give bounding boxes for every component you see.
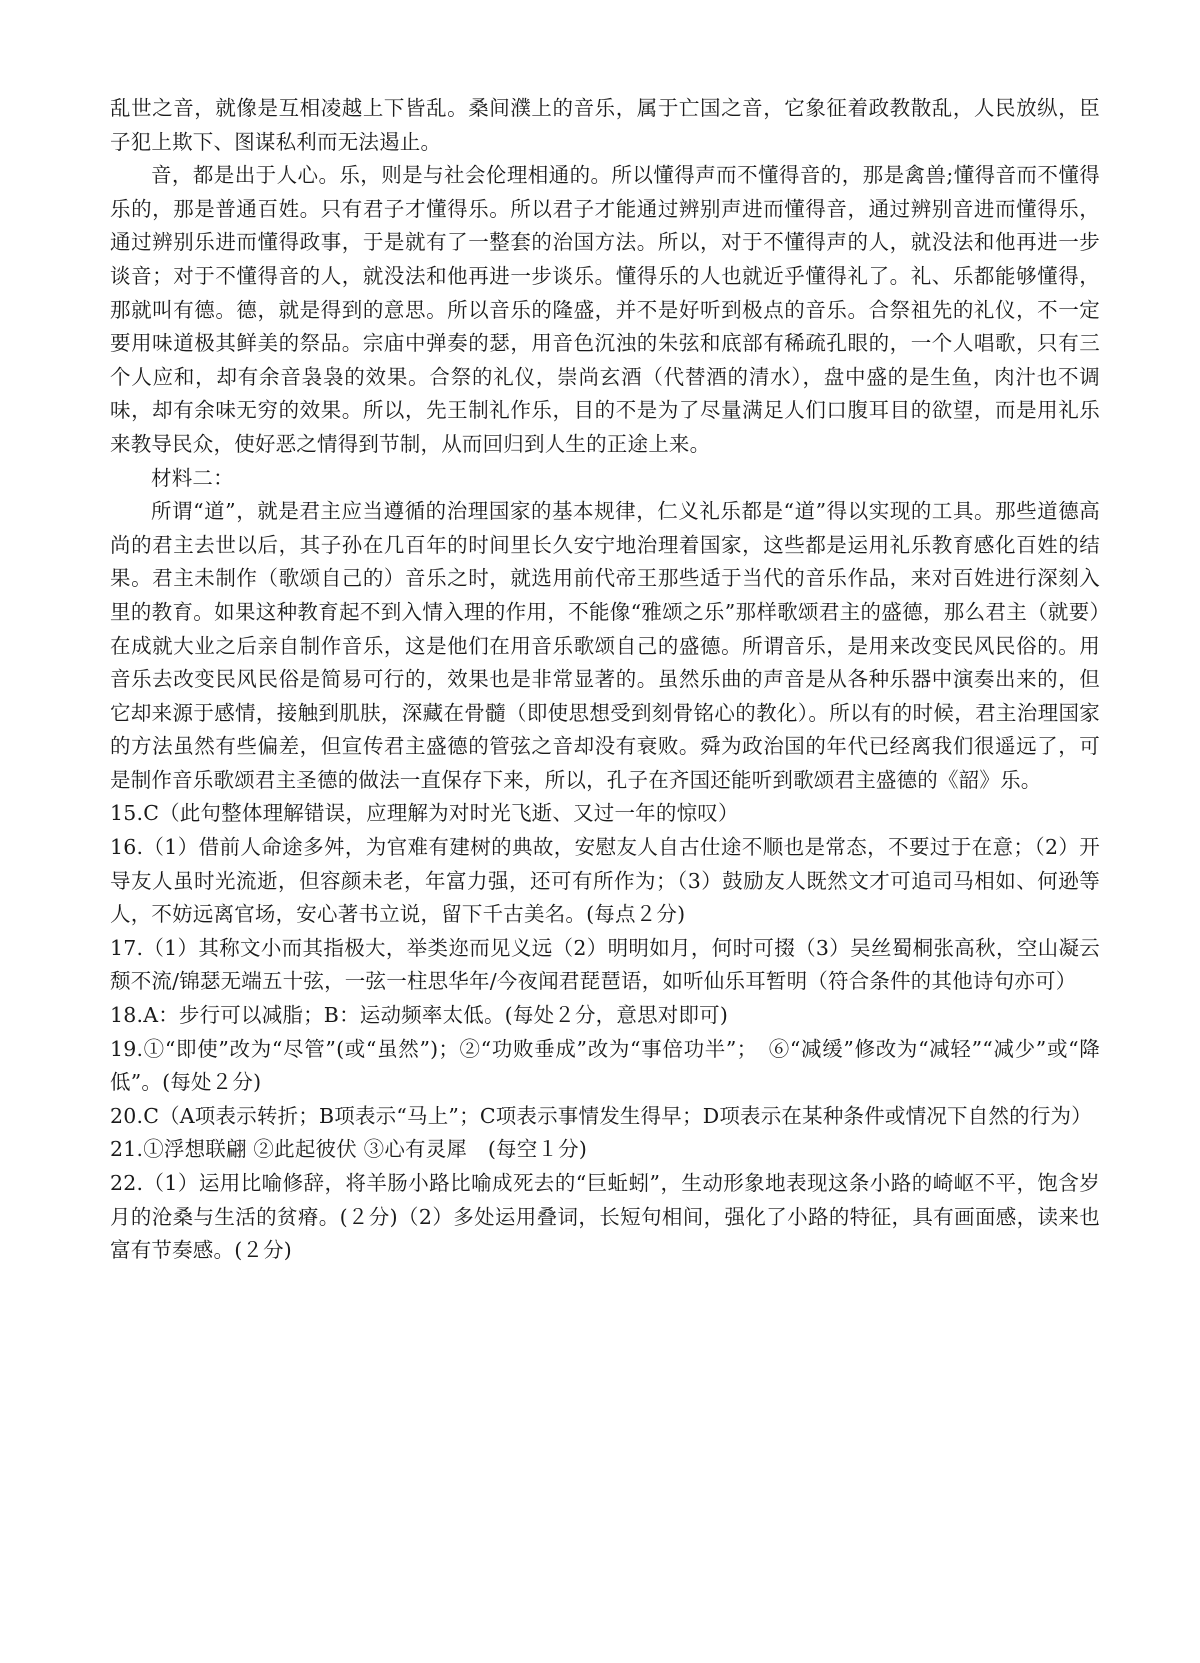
answer-20: 20.C（A项表示转折；B项表示“马上”；C项表示事情发生得早；D项表示在某种条件或情况下自然的行为） xyxy=(110,1103,1092,1128)
paragraph-music-and-virtue: 音，都是出于人心。乐，则是与社会伦理相通的。所以懂得声而不懂得音的，那是禽兽;懂得音而不懂得乐的，那是普通百姓。只有君子才懂得乐。所以君子才能通过辨别声进而懂得音，通过辨别音进而懂得乐，通过辨别乐进而懂得政事，于是就有了一整套的治国方法。所以，对于不懂得声的人，就没法和他再进一步谈音；对于不懂得音的人，就没法和他再进一步谈乐。懂得乐的人也就近乎懂得礼了。礼、乐都能够懂得，那就叫有德。德，就是得到的意思。所以音乐的隆盛，并不是好听到极点的音乐。合祭祖先的礼仪，不一定要用味道极其鲜美的祭品。宗庙中弹奏的瑟，用音色沉浊的朱弦和底部有稀疏孔眼的，一个人唱歌，只有三个人应和，却有余音袅袅的效果。合祭的礼仪，崇尚玄酒（代替酒的清水），盘中盛的是生鱼，肉汁也不调味，却有余味无穷的效果。所以，先王制礼作乐，目的不是为了尽量满足人们口腹耳目的欲望，而是用礼乐来教导民众，使好恶之情得到节制，从而回归到人生的正途上来。 xyxy=(110,163,1100,456)
paragraph-material-one-end: 乱世之音，就像是互相凌越上下皆乱。桑间濮上的音乐，属于亡国之音，它象征着政教散乱，人民放纵，臣子犯上欺下、图谋私利而无法遏止。 xyxy=(110,96,1100,154)
document-page xyxy=(110,92,1100,1268)
answer-15: 15.C（此句整体理解错误，应理解为对时光飞逝、又过一年的惊叹） xyxy=(110,801,739,826)
answer-16: 16.（1）借前人命途多舛，为官难有建树的典故，安慰友人自古仕途不顺也是常态，不要过于在意；（2）开导友人虽时光流逝，但容颜未老，年富力强，还可有所作为；（3）鼓励友人既然文才可追司马相如、何逊等人，不妨远离官场，安心著书立说，留下千古美名。(每点２分) xyxy=(110,835,1100,927)
answer-19: 19.①“即使”改为“尽管”(或“虽然”)；②“功败垂成”改为“事倍功半”； ⑥“减缓”修改为“减轻”“减少”或“降低”。(每处２分) xyxy=(110,1036,1100,1095)
material-two-heading: 材料二： xyxy=(151,465,234,490)
answer-18: 18.A：步行可以减脂；B：运动频率太低。(每处２分，意思对即可) xyxy=(110,1003,729,1028)
answer-22: 22.（1）运用比喻修辞，将羊肠小路比喻成死去的“巨蚯蚓”，生动形象地表现这条小路的崎岖不平，饱含岁月的沧桑与生活的贫瘠。(２分)（2）多处运用叠词，长短句相间，强化了小路的特征，具有画面感，读来也富有节奏感。(２分) xyxy=(110,1171,1100,1263)
paragraph-material-two: 所谓“道”，就是君主应当遵循的治理国家的基本规律，仁义礼乐都是“道”得以实现的工具。那些道德高尚的君主去世以后，其子孙在几百年的时间里长久安宁地治理着国家，这些都是运用礼乐教育感化百姓的结果。君主未制作（歌颂自己的）音乐之时，就选用前代帝王那些适于当代的音乐作品，来对百姓进行深刻入里的教育。如果这种教育起不到入情入理的作用，不能像“雅颂之乐”那样歌颂君主的盛德，那么君主（就要）在成就大业之后亲自制作音乐，这是他们在用音乐歌颂自己的盛德。所谓音乐，是用来改变民风民俗的。用音乐去改变民风民俗是简易可行的，效果也是非常显著的。虽然乐曲的声音是从各种乐器中演奏出来的，但它却来源于感情，接触到肌肤，深藏在骨髓（即使思想受到刻骨铭心的教化）。所以有的时候，君主治理国家的方法虽然有些偏差，但宣传君主盛德的管弦之音却没有衰败。舜为政治国的年代已经离我们很遥远了，可是制作音乐歌颂君主圣德的做法一直保存下来，所以，孔子在齐国还能听到歌颂君主盛德的《韶》乐。 xyxy=(110,499,1100,792)
answer-17: 17.（1）其称文小而其指极大，举类迩而见义远（2）明明如月，何时可掇（3）吴丝蜀桐张高秋，空山凝云颓不流/锦瑟无端五十弦，一弦一柱思华年/今夜闻君琵琶语，如听仙乐耳暂明（符合条件的其他诗句亦可） xyxy=(110,935,1100,994)
answer-21: 21.①浮想联翩 ②此起彼伏 ③心有灵犀 (每空１分) xyxy=(110,1137,588,1162)
